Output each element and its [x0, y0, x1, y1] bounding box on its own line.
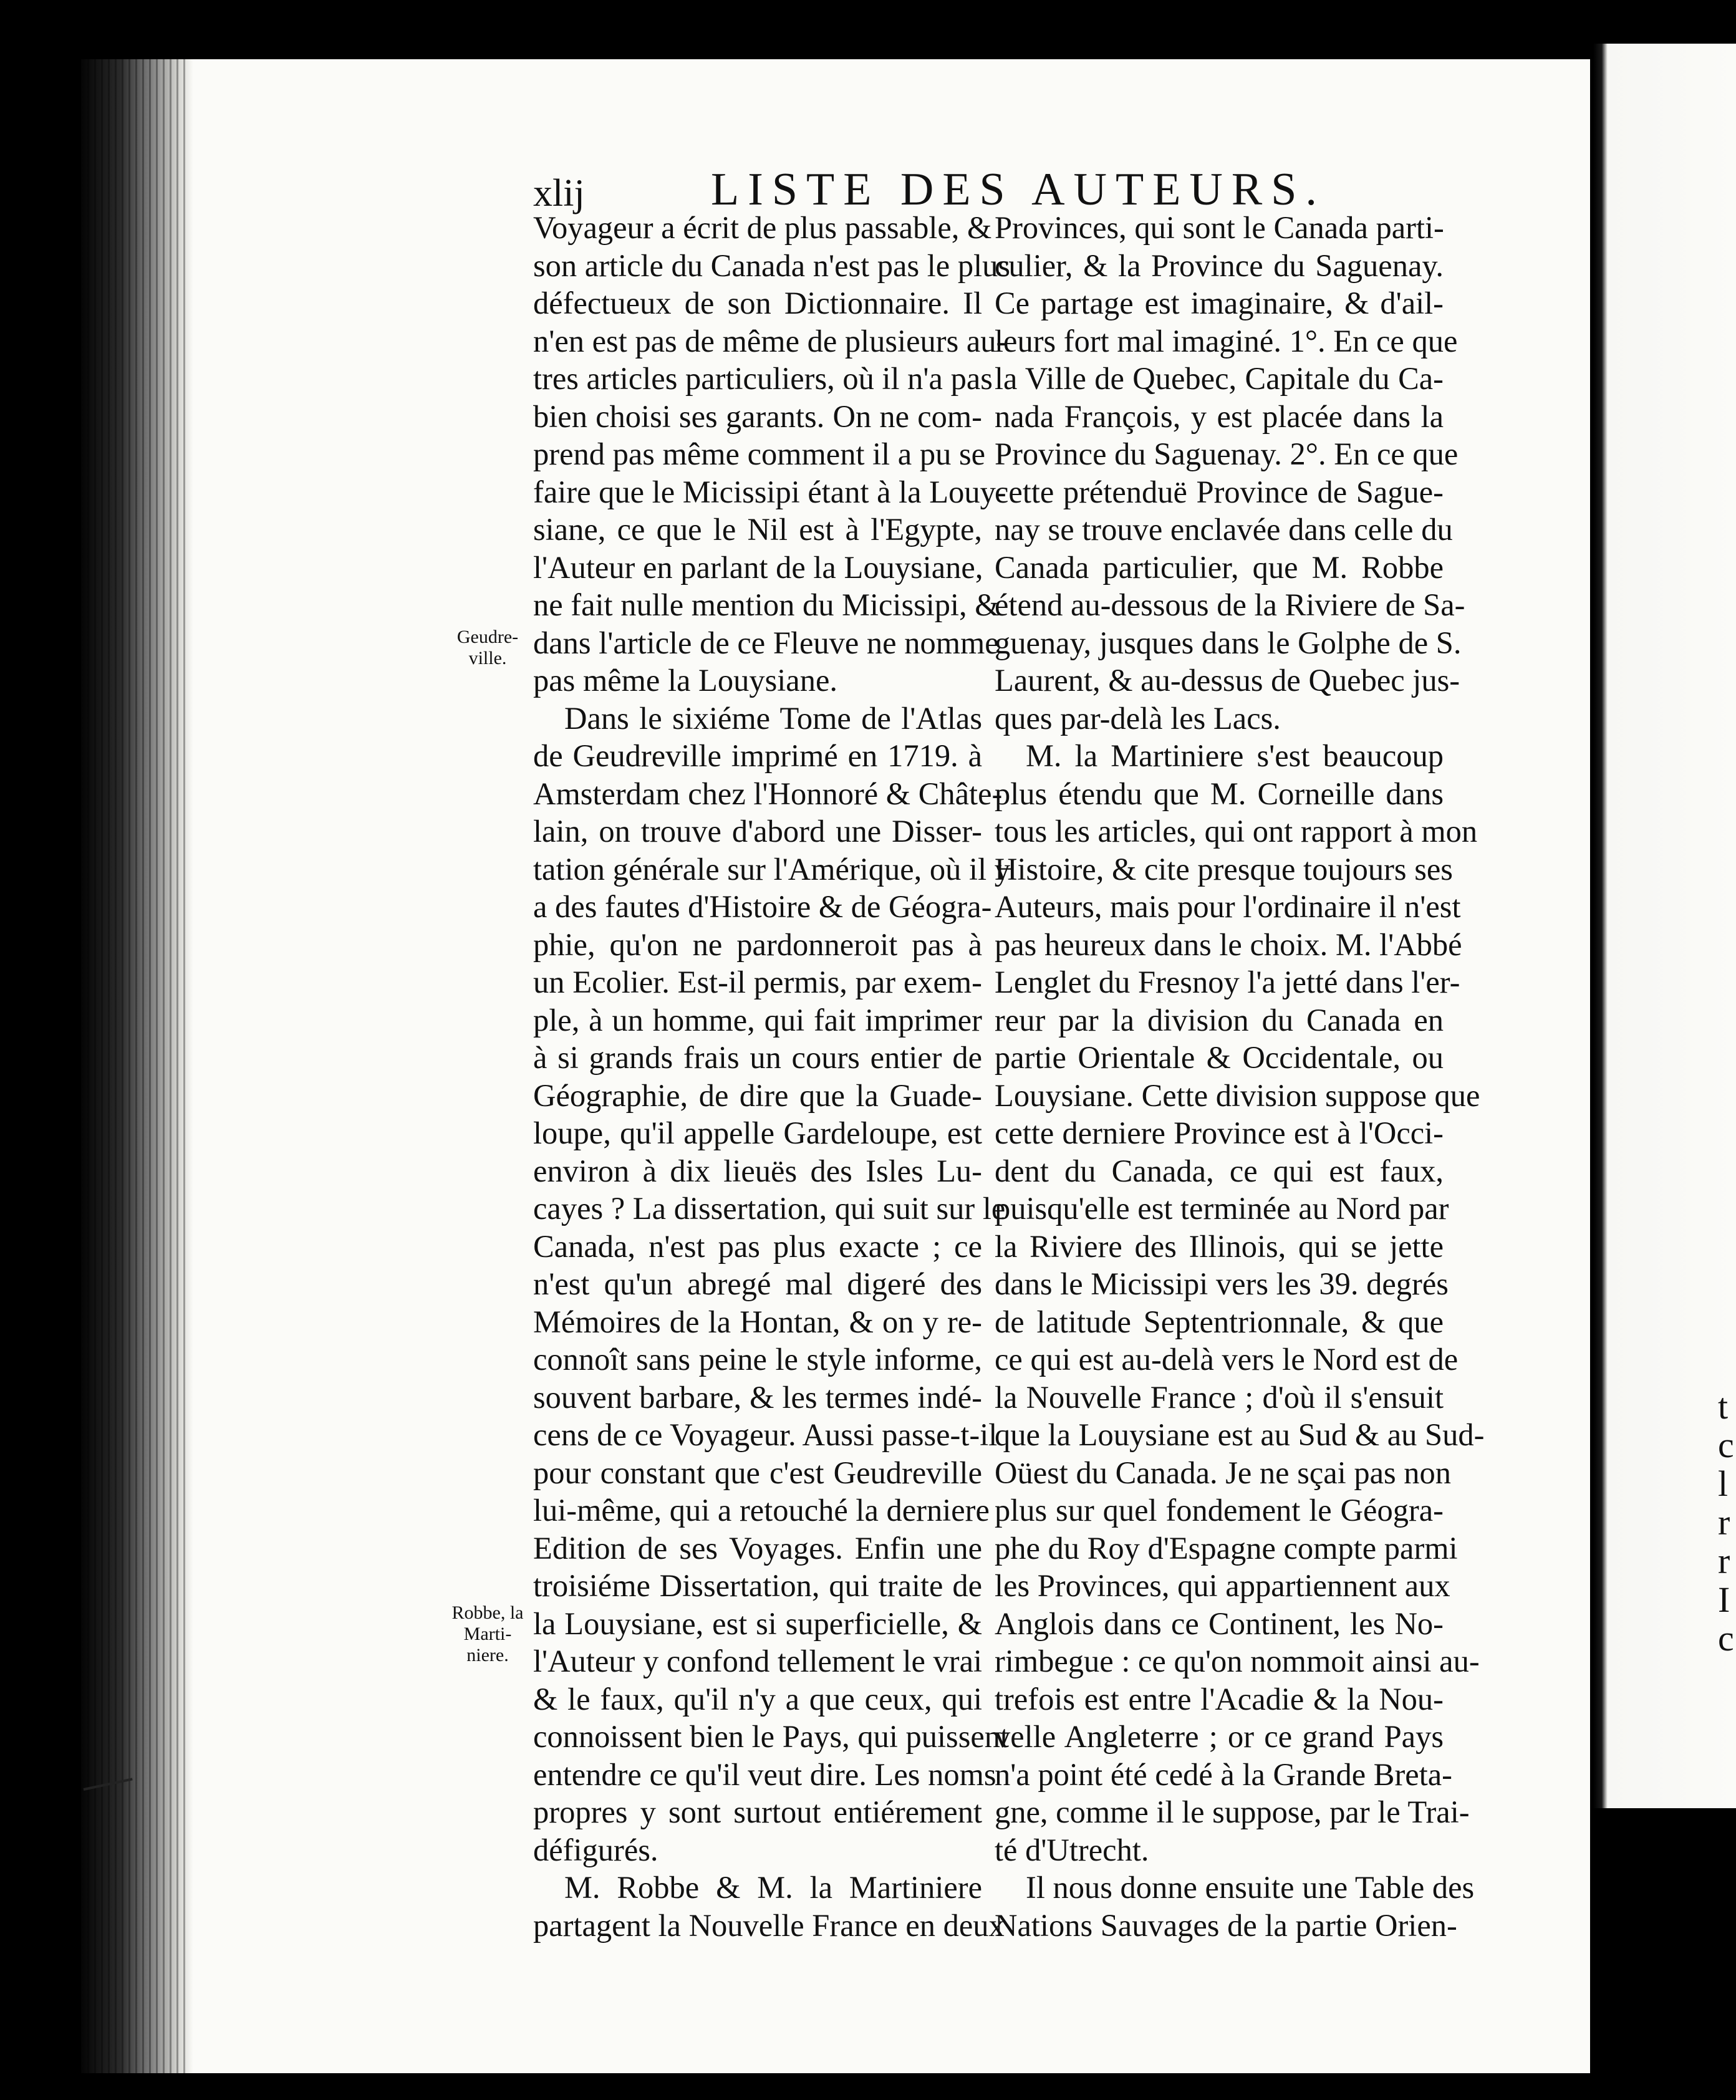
page-folio: xlij	[533, 172, 585, 214]
text-line: de latitude Septentrionnale, & que	[995, 1304, 1444, 1339]
text-line: pas même la Louysiane.	[533, 663, 838, 698]
text-line: rimbegue : ce qu'on nommoit ainsi au-	[995, 1644, 1480, 1679]
margin-note-geudreville: Geudre-ville.	[456, 627, 519, 668]
facing-page-letter: r	[1718, 1502, 1730, 1543]
facing-page-edge	[1593, 44, 1736, 1852]
text-line: la Nouvelle France ; d'où il s'ensuit	[995, 1379, 1444, 1415]
text-line: plus sur quel fondement le Géogra-	[995, 1493, 1444, 1528]
text-line: Auteurs, mais pour l'ordinaire il n'est	[995, 889, 1461, 924]
text-line: ne fait nulle mention du Micissipi, &	[533, 587, 1000, 622]
text-line: nay se trouve enclavée dans celle du	[995, 512, 1453, 547]
text-line: troisiéme Dissertation, qui traite de	[533, 1568, 982, 1603]
text-line: son article du Canada n'est pas le plus	[533, 248, 1010, 283]
text-line: Oüest du Canada. Je ne sçai pas non	[995, 1455, 1452, 1490]
margin-note-robbe: Robbe, la Marti-niere.	[451, 1602, 524, 1665]
text-line: défigurés.	[533, 1832, 658, 1867]
text-line: propres y sont surtout entiérement	[533, 1794, 982, 1829]
text-line: Lenglet du Fresnoy l'a jetté dans l'er-	[995, 965, 1460, 999]
text-line: plus étendu que M. Corneille dans	[995, 776, 1444, 811]
text-line: Ce partage est imaginaire, & d'ail-	[995, 286, 1444, 320]
facing-page-letter: t	[1718, 1386, 1729, 1427]
text-line: Canada particulier, que M. Robbe	[995, 549, 1444, 585]
text-line: connoissent bien le Pays, qui puissent	[533, 1719, 1010, 1754]
text-line: siane, ce que le Nil est à l'Egypte,	[533, 512, 982, 547]
text-line: loupe, qu'il appelle Gardeloupe, est	[533, 1115, 982, 1150]
text-line: à si grands frais un cours entier de	[533, 1040, 982, 1075]
text-line: les Provinces, qui appartiennent aux	[995, 1568, 1450, 1603]
text-line: partagent la Nouvelle France en deux	[533, 1907, 1005, 1943]
text-line: de Geudreville imprimé en 1719. à	[533, 738, 982, 773]
text-line: & le faux, qu'il n'y a que ceux, qui	[533, 1681, 982, 1717]
text-line: Dans le sixiéme Tome de l'Atlas	[564, 700, 982, 736]
text-line: guenay, jusques dans le Golphe de S.	[995, 625, 1462, 660]
text-line: que la Louysiane est au Sud & au Sud-	[995, 1417, 1485, 1452]
text-line: M. la Martiniere s'est beaucoup	[1026, 738, 1444, 773]
text-line: défectueux de son Dictionnaire. Il	[533, 286, 982, 320]
text-line: Histoire, & cite presque toujours ses	[995, 851, 1453, 887]
text-line: lui-même, qui a retouché la derniere	[533, 1493, 990, 1528]
text-line: culier, & la Province du Saguenay.	[995, 248, 1444, 283]
facing-page-letter: c	[1718, 1618, 1734, 1659]
text-line: tres articles particuliers, où il n'a pas	[533, 361, 993, 396]
text-line: puisqu'elle est terminée au Nord par	[995, 1191, 1449, 1226]
text-line: Louysiane. Cette division suppose que	[995, 1077, 1480, 1113]
text-line: cette derniere Province est à l'Occi-	[995, 1115, 1444, 1150]
text-line: M. Robbe & M. la Martiniere	[564, 1870, 982, 1905]
text-line: Géographie, de dire que la Guade-	[533, 1077, 982, 1113]
text-line: Il nous donne ensuite une Table des	[1026, 1870, 1475, 1905]
text-line: environ à dix lieuës des Isles Lu-	[533, 1153, 982, 1188]
text-line: la Riviere des Illinois, qui se jette	[995, 1228, 1444, 1264]
text-line: dans le Micissipi vers les 39. degrés	[995, 1266, 1449, 1301]
text-line: faire que le Micissipi étant à la Louy-	[533, 474, 1006, 509]
text-line: l'Auteur en parlant de la Louysiane,	[533, 549, 983, 585]
text-line: un Ecolier. Est-il permis, par exem-	[533, 965, 982, 999]
text-line: n'a point été cedé à la Grande Breta-	[995, 1756, 1452, 1792]
text-line: pour constant que c'est Geudreville	[533, 1455, 982, 1490]
running-title: LISTE DES AUTEURS.	[711, 164, 1326, 215]
text-line: Nations Sauvages de la partie Orien-	[995, 1907, 1457, 1943]
text-line: dans l'article de ce Fleuve ne nomme	[533, 625, 999, 660]
text-line: cayes ? La dissertation, qui suit sur le	[533, 1191, 1006, 1226]
text-line: phie, qu'on ne pardonneroit pas à	[533, 927, 982, 962]
text-line: gne, comme il le suppose, par le Trai-	[995, 1794, 1470, 1829]
text-line: dent du Canada, ce qui est faux,	[995, 1153, 1444, 1188]
text-line: cens de ce Voyageur. Aussi passe-t-il	[533, 1417, 998, 1452]
text-line: étend au-dessous de la Riviere de Sa-	[995, 587, 1465, 622]
facing-page-fragment	[1718, 1387, 1734, 1658]
text-line: Amsterdam chez l'Honnoré & Châte-	[533, 776, 1003, 811]
text-line: pas heureux dans le choix. M. l'Abbé	[995, 927, 1462, 962]
text-line: Provinces, qui sont le Canada parti-	[995, 210, 1444, 245]
text-line: Province du Saguenay. 2°. En ce que	[995, 436, 1459, 471]
text-line: n'est qu'un abregé mal digeré des	[533, 1266, 982, 1301]
text-line: Laurent, & au-dessus de Quebec jus-	[995, 663, 1460, 698]
text-line: tous les articles, qui ont rapport à mon	[995, 814, 1478, 849]
facing-page-letter: l	[1718, 1463, 1729, 1504]
text-line: Canada, n'est pas plus exacte ; ce	[533, 1228, 982, 1264]
text-line: la Ville de Quebec, Capitale du Ca-	[995, 361, 1444, 396]
text-line: cette prétenduë Province de Sague-	[995, 474, 1444, 509]
text-line: Anglois dans ce Continent, les No-	[995, 1606, 1444, 1641]
text-line: reur par la division du Canada en	[995, 1002, 1444, 1038]
text-line: ple, à un homme, qui fait imprimer	[533, 1002, 982, 1038]
text-line: tation générale sur l'Amérique, où il y	[533, 851, 1010, 887]
left-text-column	[533, 209, 1010, 1944]
right-text-column	[995, 209, 1485, 1944]
facing-page-letter: I	[1718, 1579, 1730, 1620]
facing-page-letter: r	[1718, 1541, 1730, 1581]
text-line: souvent barbare, & les termes indé-	[533, 1379, 982, 1415]
text-line: connoît sans peine le style informe,	[533, 1342, 982, 1377]
text-line: leurs fort mal imaginé. 1°. En ce que	[995, 323, 1458, 359]
text-line: Mémoires de la Hontan, & on y re-	[533, 1304, 982, 1339]
text-line: nada François, y est placée dans la	[995, 398, 1444, 434]
text-line: Edition de ses Voyages. Enfin une	[533, 1530, 982, 1566]
text-line: n'en est pas de même de plusieurs au-	[533, 323, 1007, 359]
text-line: Voyageur a écrit de plus passable, &	[533, 210, 992, 245]
text-line: prend pas même comment il a pu se	[533, 436, 986, 471]
text-line: l'Auteur y confond tellement le vrai	[533, 1644, 983, 1679]
text-line: phe du Roy d'Espagne compte parmi	[995, 1530, 1458, 1566]
facing-page-letter: c	[1718, 1425, 1734, 1465]
text-line: partie Orientale & Occidentale, ou	[995, 1040, 1444, 1075]
scan-background	[1593, 1808, 1736, 2100]
text-line: la Louysiane, est si superficielle, &	[533, 1606, 982, 1641]
text-line: entendre ce qu'il veut dire. Les noms	[533, 1756, 996, 1792]
text-line: a des fautes d'Histoire & de Géogra-	[533, 889, 992, 924]
text-line: té d'Utrecht.	[995, 1832, 1149, 1867]
text-line: ce qui est au-delà vers le Nord est de	[995, 1342, 1459, 1377]
text-line: trefois est entre l'Acadie & la Nou-	[995, 1681, 1444, 1717]
text-line: bien choisi ses garants. On ne com-	[533, 398, 982, 434]
text-line: velle Angleterre ; or ce grand Pays	[995, 1719, 1444, 1754]
text-line: ques par-delà les Lacs.	[995, 700, 1281, 736]
text-line: lain, on trouve d'abord une Disser-	[533, 814, 982, 849]
